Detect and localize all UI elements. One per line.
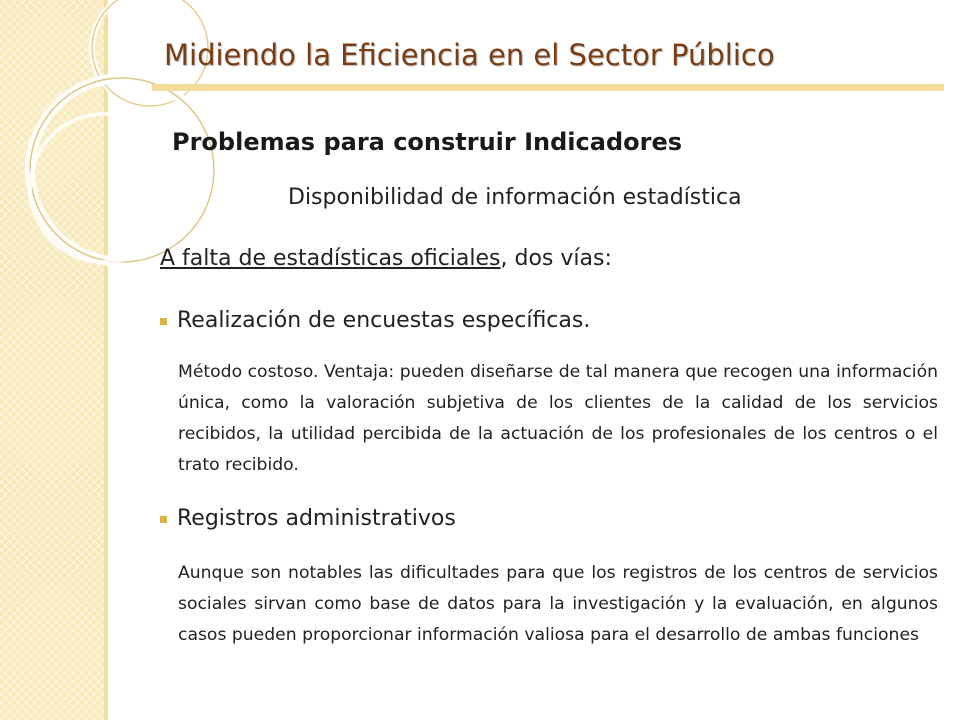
intro-underlined-text: A falta de estadísticas oficiales — [160, 246, 501, 271]
section-heading: Disponibilidad de información estadística — [288, 185, 742, 210]
bullet-label: Realización de encuestas específicas. — [177, 308, 591, 333]
bullet-item-admin-records — [160, 506, 456, 531]
bullet-description-admin-records: Aunque son notables las dificultades para que los registros de los centros de servicios sociales sirvan como base de datos para la investigación y la evaluación, en algunos casos pueden proporcionar información valiosa para el desarrollo de ambas funciones — [178, 563, 938, 645]
square-bullet-icon — [160, 516, 167, 523]
intro-rest-text: , dos vías: — [500, 246, 612, 271]
bullet-description-surveys: Método costoso. Ventaja: pueden diseñarse de tal manera que recogen una información única, como la valoración subjetiva de los clientes de la calidad de los servicios recibidos, la utilidad percibida de la actuación de los profesionales de los centros o el trato recibido. — [178, 362, 938, 475]
slide-title: Midiendo la Eficiencia en el Sector Público — [164, 38, 775, 72]
bullet-item-surveys — [160, 308, 590, 333]
slide-subtitle: Problemas para construir Indicadores — [172, 128, 683, 156]
title-underline-bar — [152, 84, 944, 91]
intro-line — [160, 246, 612, 271]
square-bullet-icon — [160, 318, 167, 325]
bullet-label: Registros administrativos — [177, 506, 456, 531]
